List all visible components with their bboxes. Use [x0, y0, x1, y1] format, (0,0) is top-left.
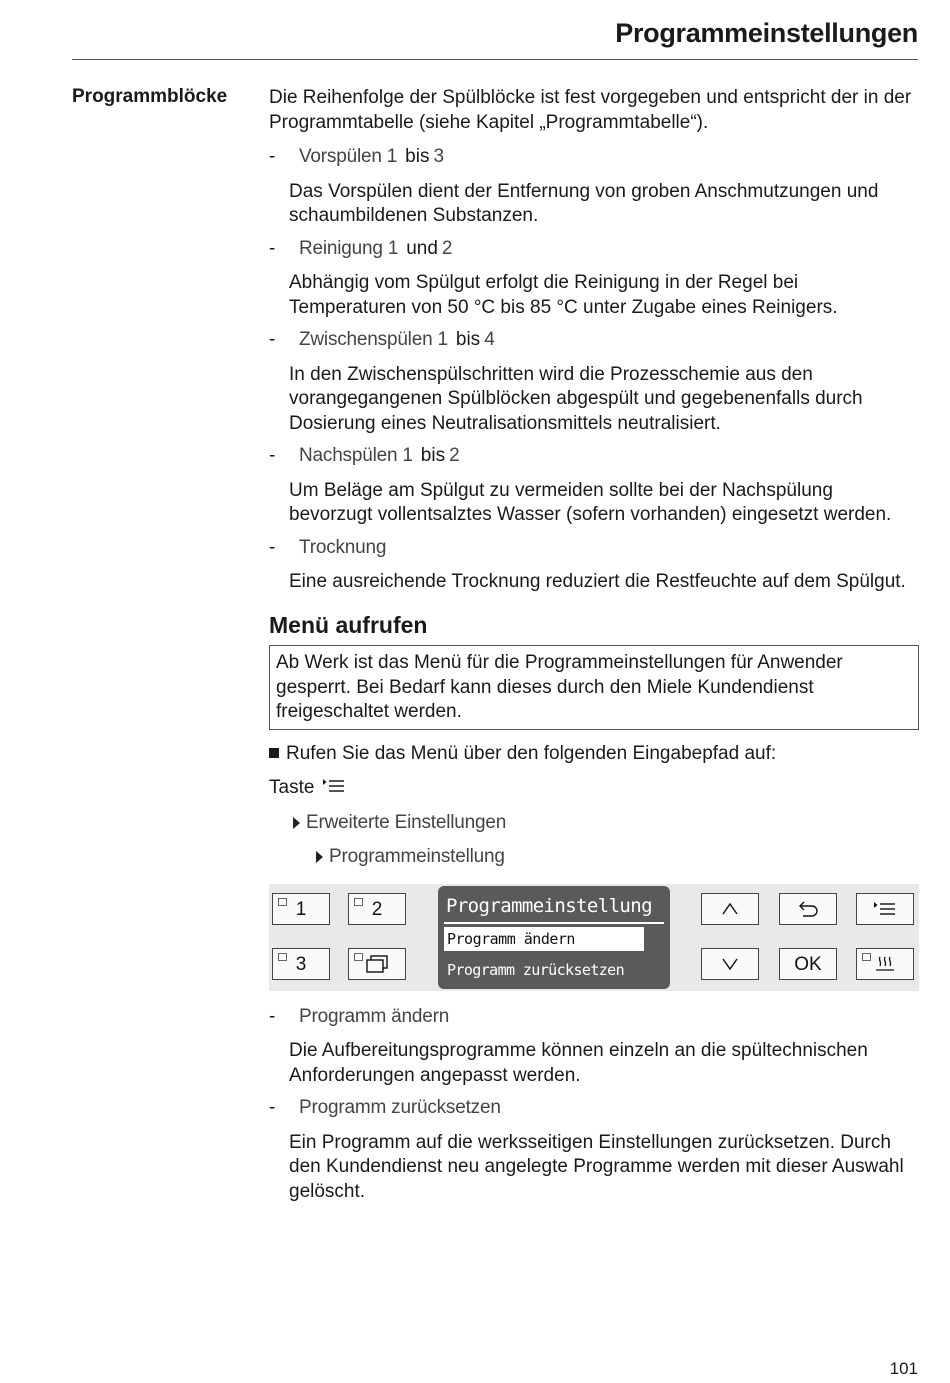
block-description: Eine ausreichende Trocknung reduziert die Restfeuchte auf dem Spülgut.	[289, 571, 906, 592]
option-item: - Programm ändern	[269, 1005, 919, 1030]
program-button-2[interactable]: 2	[348, 893, 406, 925]
key-instruction	[269, 776, 919, 801]
led-indicator	[278, 953, 287, 961]
led-indicator	[354, 898, 363, 906]
block-item: - Reinigung 1 und 2	[269, 237, 919, 262]
block-description: Abhängig vom Spülgut erfolgt die Reinigung in der Regel bei Temperaturen von 50 °C bis 85 °C unter Zugabe eines Reinigers.	[289, 272, 838, 318]
block-connector: bis	[455, 329, 481, 350]
notice-box: Ab Werk ist das Menü für die Programmeinstellungen für Anwender gesperrt. Bei Bedarf kann dieses durch den Miele Kundendienst freigeschaltet werden.	[269, 645, 919, 730]
program-button-3[interactable]: 3	[272, 948, 330, 980]
page-number: 101	[889, 1359, 918, 1378]
chevron-down-icon	[720, 956, 740, 972]
path-arrow-icon	[316, 851, 323, 863]
ok-button[interactable]: OK	[779, 948, 837, 980]
menu-button[interactable]	[856, 893, 914, 925]
display-rule	[444, 922, 664, 924]
block-end: 2	[441, 237, 453, 259]
step-bullet-icon	[269, 748, 279, 758]
display-title: Programmeinstellung	[446, 894, 652, 917]
back-arrow-icon	[795, 900, 821, 918]
drying-button[interactable]	[856, 948, 914, 980]
block-description: In den Zwischenspülschritten wird die Prozesschemie aus den vorangegangenen Spülblöcken abgespült und gegebenenfalls durch Dosierung eines Neutralisationsmittels neutralisiert.	[289, 363, 863, 434]
lcd-display	[438, 886, 670, 989]
section-label: Programmblöcke	[72, 86, 228, 107]
block-connector: bis	[405, 146, 430, 167]
block-label: Trocknung	[299, 536, 387, 558]
display-menu-item[interactable]: Programm zurücksetzen	[447, 960, 625, 979]
block-label: Reinigung 1	[299, 237, 399, 259]
block-end: 4	[484, 329, 495, 350]
program-selection-button[interactable]	[348, 948, 406, 980]
option-list	[269, 1005, 919, 1205]
block-end: 3	[433, 146, 444, 167]
header-rule	[72, 59, 918, 60]
instruction-step	[269, 742, 919, 767]
block-label: Nachspülen 1	[299, 445, 413, 466]
path-arrow-icon	[293, 817, 300, 829]
option-description: Die Aufbereitungsprogramme können einzeln an die spültechnischen Anforderungen angepasst werden.	[289, 1040, 868, 1086]
program-list-icon	[362, 953, 392, 975]
led-indicator	[354, 953, 363, 961]
block-description: Um Beläge am Spülgut zu vermeiden sollte bei der Nachspülung bevorzugt vollentsalztes Wasser (sofern vorhanden) eingesetzt werden.	[289, 479, 892, 525]
block-item: - Trocknung	[269, 536, 919, 561]
block-label: Vorspülen 1	[299, 146, 398, 167]
led-indicator	[278, 898, 287, 906]
up-button[interactable]	[701, 893, 759, 925]
block-label: Zwischenspülen 1	[299, 329, 448, 350]
menu-key-icon	[320, 777, 348, 795]
program-block-list	[269, 145, 919, 595]
taste-label: Taste	[269, 777, 315, 798]
display-selected-item[interactable]: Programm ändern	[444, 927, 644, 951]
block-connector: bis	[420, 445, 446, 466]
block-connector: und	[406, 237, 438, 259]
menu-heading: Menü aufrufen	[269, 611, 428, 638]
down-button[interactable]	[701, 948, 759, 980]
block-description: Das Vorspülen dient der Entfernung von groben Anschmutzungen und schaumbildenen Substanzen.	[289, 180, 879, 226]
block-item: - Nachspülen 1 bis 2	[269, 444, 919, 469]
intro-paragraph: Die Reihenfolge der Spülblöcke ist fest vorgegeben und entspricht der in der Programmtabelle (siehe Kapitel „Programmtabelle“).	[269, 87, 912, 133]
option-item: - Programm zurücksetzen	[269, 1096, 919, 1121]
option-label: Programm zurücksetzen	[299, 1097, 501, 1118]
led-indicator	[862, 953, 871, 961]
back-button[interactable]	[779, 893, 837, 925]
drying-icon	[873, 954, 897, 974]
chevron-up-icon	[720, 901, 740, 917]
menu-key-icon	[871, 900, 899, 918]
block-item: - Zwischenspülen 1 bis 4	[269, 328, 919, 353]
menu-path-level-1: Erweiterte Einstellungen	[293, 811, 919, 836]
instruction-text: Rufen Sie das Menü über den folgenden Eingabepfad auf:	[286, 742, 777, 764]
option-label: Programm ändern	[299, 1005, 450, 1027]
block-end: 2	[449, 445, 460, 466]
page-header-title: Programmeinstellungen	[615, 18, 918, 48]
option-description: Ein Programm auf die werksseitigen Einstellungen zurücksetzen. Durch den Kundendienst neu angelegte Programme werden mit dieser Auswahl gelöscht.	[289, 1131, 904, 1202]
block-item: - Vorspülen 1 bis 3	[269, 145, 919, 170]
program-button-1[interactable]: 1	[272, 893, 330, 925]
menu-path-level-2: Programmeinstellung	[316, 845, 919, 870]
main-content	[269, 86, 919, 1212]
control-panel	[269, 884, 919, 991]
